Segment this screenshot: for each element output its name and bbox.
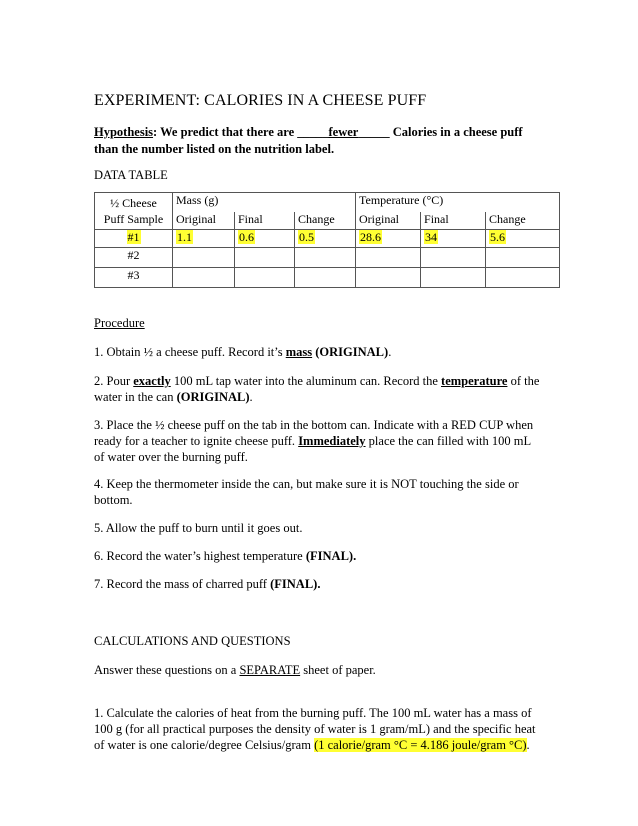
procedure-step-2-line-2: water in the can (ORIGINAL). <box>94 390 253 404</box>
table-cell: 34 <box>421 230 486 248</box>
hypothesis-line-2: than the number listed on the nutrition label. <box>94 142 335 156</box>
table-cell: 1.1 <box>173 230 235 248</box>
procedure-step-3-line-3: of water over the burning puff. <box>94 450 248 464</box>
procedure-step-4-line-2: bottom. <box>94 493 133 507</box>
sample-cell: #3 <box>95 268 173 288</box>
question-1-line-2: 100 g (for all practical purposes the density of water is 1 gram/mL) and the specific heat <box>94 722 536 736</box>
data-table-heading: DATA TABLE <box>94 168 168 182</box>
table-cell <box>235 248 295 268</box>
table-cell <box>486 248 560 268</box>
table-cell <box>486 268 560 288</box>
sample-header: ½ Cheese Puff Sample <box>95 193 173 230</box>
table-cell <box>173 268 235 288</box>
subheader-mass-final: Final <box>235 212 295 230</box>
sample-cell: #1 <box>95 230 173 248</box>
sample-cell: #2 <box>95 248 173 268</box>
data-table <box>94 192 560 288</box>
table-cell <box>235 268 295 288</box>
procedure-step-6: 6. Record the water’s highest temperature (FINAL). <box>94 549 357 563</box>
hypothesis-line-1: Hypothesis: We predict that there are _____fewer_____ Calories in a cheese puff <box>94 125 523 139</box>
table-cell <box>421 268 486 288</box>
table-cell <box>356 268 421 288</box>
table-cell <box>295 268 356 288</box>
page-title: EXPERIMENT: CALORIES IN A CHEESE PUFF <box>94 92 427 109</box>
table-cell <box>421 248 486 268</box>
procedure-step-1: 1. Obtain ½ a cheese puff. Record it’s mass (ORIGINAL). <box>94 345 392 359</box>
table-row <box>95 248 560 268</box>
calculations-instruction: Answer these questions on a SEPARATE sheet of paper. <box>94 663 376 677</box>
hypothesis-label: Hypothesis <box>94 125 154 139</box>
procedure-heading: Procedure <box>94 316 145 330</box>
procedure-step-2-line-1: 2. Pour exactly 100 mL tap water into the aluminum can. Record the temperature of the <box>94 374 540 388</box>
table-cell: 0.6 <box>235 230 295 248</box>
procedure-step-3-line-1: 3. Place the ½ cheese puff on the tab in the bottom can. Indicate with a RED CUP when <box>94 418 534 432</box>
table-cell: 0.5 <box>295 230 356 248</box>
table-cell <box>295 248 356 268</box>
table-header-row <box>95 193 560 213</box>
table-cell <box>356 248 421 268</box>
subheader-mass-original: Original <box>173 212 235 230</box>
hypothesis-blank-word: fewer <box>328 125 359 139</box>
procedure-step-7: 7. Record the mass of charred puff (FINAL). <box>94 577 321 591</box>
question-1-line-3: of water is one calorie/degree Celsius/gram (1 calorie/gram °C = 4.186 joule/gram °C). <box>94 738 530 752</box>
procedure-step-4-line-1: 4. Keep the thermometer inside the can, but make sure it is NOT touching the side or <box>94 477 519 491</box>
procedure-step-5: 5. Allow the puff to burn until it goes out. <box>94 521 303 535</box>
table-cell <box>173 248 235 268</box>
question-1-line-1: 1. Calculate the calories of heat from the burning puff. The 100 mL water has a mass of <box>94 706 532 720</box>
subheader-temp-original: Original <box>356 212 421 230</box>
mass-header: Mass (g) <box>173 193 356 213</box>
temperature-header: Temperature (°C) <box>356 193 560 213</box>
subheader-temp-final: Final <box>421 212 486 230</box>
table-row <box>95 230 560 248</box>
subheader-mass-change: Change <box>295 212 356 230</box>
subheader-temp-change: Change <box>486 212 560 230</box>
calculations-heading: CALCULATIONS AND QUESTIONS <box>94 634 291 648</box>
highlighted-conversion: (1 calorie/gram °C = 4.186 joule/gram °C) <box>314 738 527 752</box>
procedure-step-3-line-2: ready for a teacher to ignite cheese puff. Immediately place the can filled with 100 mL <box>94 434 532 448</box>
table-cell: 5.6 <box>486 230 560 248</box>
table-row <box>95 268 560 288</box>
table-cell: 28.6 <box>356 230 421 248</box>
